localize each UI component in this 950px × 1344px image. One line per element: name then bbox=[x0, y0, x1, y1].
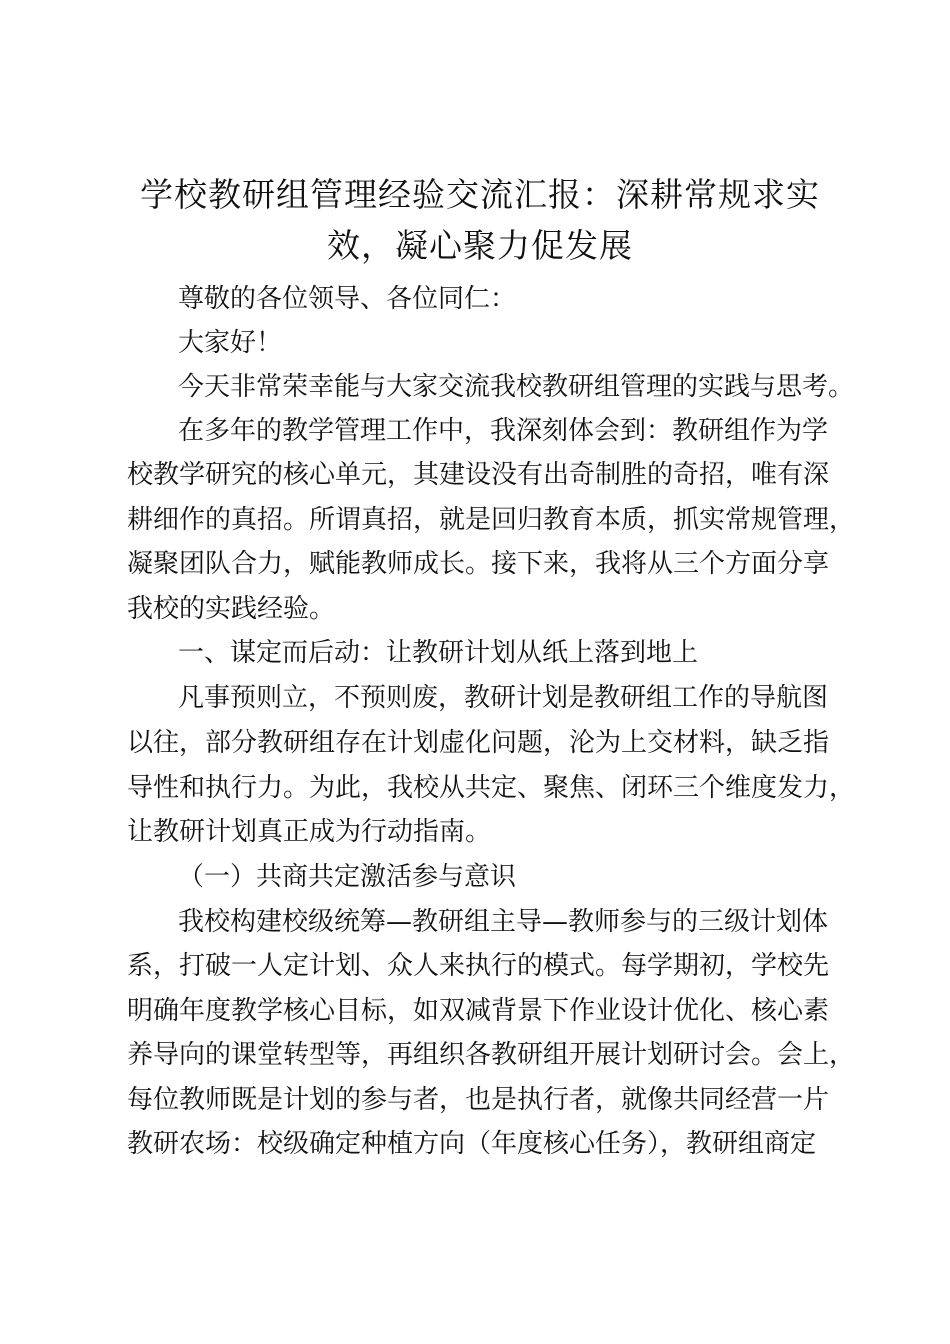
body-line: 明确年度教学核心目标，如双减背景下作业设计优化、核心素 bbox=[127, 996, 830, 1026]
greeting: 大家好！ bbox=[178, 328, 283, 358]
body-line: 凡事预则立，不预则废，教研计划是教研组工作的导航图 bbox=[178, 683, 829, 713]
body-line: 校教学研究的核心单元，其建设没有出奇制胜的奇招，唯有深 bbox=[127, 460, 830, 490]
body-line: 教研农场：校级确定种植方向（年度核心任务），教研组商定 bbox=[127, 1129, 817, 1159]
body-line: 以往，部分教研组存在计划虚化问题，沦为上交材料，缺乏指 bbox=[127, 728, 830, 758]
document-title-line-1: 学校教研组管理经验交流汇报：深耕常规求实 bbox=[140, 175, 820, 214]
body-line: 凝聚团队合力，赋能教师成长。接下来，我将从三个方面分享 bbox=[127, 549, 830, 579]
document-title-line-2: 效，凝心聚力促发展 bbox=[327, 226, 633, 265]
salutation: 尊敬的各位领导、各位同仁： bbox=[178, 284, 517, 314]
body-line: 在多年的教学管理工作中，我深刻体会到：教研组作为学 bbox=[178, 416, 829, 446]
body-line: 我校的实践经验。 bbox=[127, 594, 336, 624]
body-line: 让教研计划真正成为行动指南。 bbox=[127, 817, 492, 847]
body-line: 我校构建校级统筹—教研组主导—教师参与的三级计划体 bbox=[178, 907, 829, 937]
body-line: 每位教师既是计划的参与者，也是执行者，就像共同经营一片 bbox=[127, 1085, 830, 1115]
body-line: 导性和执行力。为此，我校从共定、聚焦、闭环三个维度发力， bbox=[127, 773, 856, 803]
body-line: 系，打破一人定计划、众人来执行的模式。每学期初，学校先 bbox=[127, 951, 830, 981]
body-line: 养导向的课堂转型等，再组织各教研组开展计划研讨会。会上， bbox=[127, 1040, 856, 1070]
body-line: 今天非常荣幸能与大家交流我校教研组管理的实践与思考。 bbox=[178, 372, 855, 402]
subsection-heading: （一）共商共定激活参与意识 bbox=[178, 862, 517, 892]
section-heading: 一、谋定而后动：让教研计划从纸上落到地上 bbox=[178, 638, 699, 668]
body-line: 耕细作的真招。所谓真招，就是回归教育本质，抓实常规管理， bbox=[127, 505, 856, 535]
